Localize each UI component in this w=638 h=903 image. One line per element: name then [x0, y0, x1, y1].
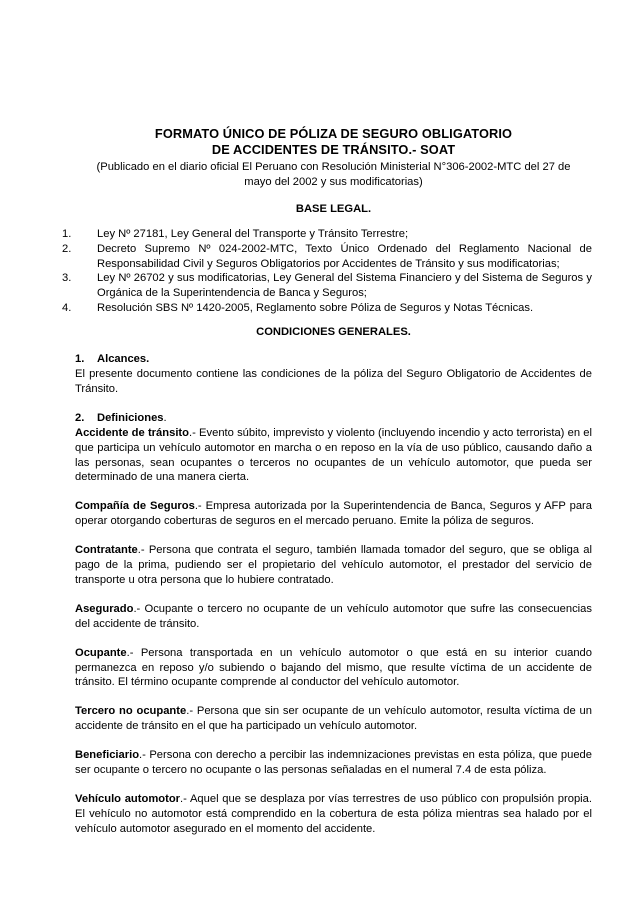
definition-item: Asegurado.- Ocupante o tercero no ocupante de un vehículo automotor que sufre las consecuencias del accidente de tránsito.: [75, 602, 592, 630]
definition-term: Ocupante: [75, 646, 127, 659]
definition-term: Vehículo automotor: [75, 793, 181, 805]
definition-term: Beneficiario: [75, 749, 140, 762]
list-item: 1. Ley Nº 27181, Ley General del Transporte y Tránsito Terrestre;: [62, 227, 409, 240]
document-page: [62, 126, 592, 837]
definition-term: Accidente de tránsito: [75, 426, 189, 439]
title-line-1: FORMATO ÚNICO DE PÓLIZA DE SEGURO OBLIGATORIO: [154, 126, 513, 141]
condiciones-heading: CONDICIONES GENERALES.: [256, 326, 411, 339]
definition-item: Contratante.- Persona que contrata el seguro, también llamada tomador del seguro, que se obliga al pago de la prima, pudiendo ser el propietario del vehículo automotor, el prestador del servicio de transporte u otra persona que lo hubiere contratado.: [75, 544, 592, 586]
definitions: [75, 426, 592, 837]
subtitle: (Publicado en el diario oficial El Peruano con Resolución Ministerial N°306-2002-MTC del 27 de mayo del 2002 y sus modificatorias): [96, 161, 571, 188]
definition-term: Asegurado: [75, 602, 134, 615]
definition-item: Vehículo automotor.- Aquel que se desplaza por vías terrestres de uso público con propulsión propia. El vehículo no automotor está comprendido en la cobertura de esta póliza mientras sea halado por el vehículo automotor asegurado en el momento del accidente.: [75, 793, 592, 835]
definition-term: Contratante: [75, 544, 138, 557]
list-item: 4. Resolución SBS Nº 1420-2005, Reglamento sobre Póliza de Seguros y Notas Técnicas.: [62, 302, 534, 315]
section-1-title: 1. Alcances.: [75, 353, 150, 366]
definition-term: Compañía de Seguros: [75, 500, 195, 513]
definition-item: Tercero no ocupante.- Persona que sin ser ocupante de un vehículo automotor, resulta víctima de un accidente de tránsito en el que ha participado un vehículo automotor.: [75, 705, 592, 733]
section-1-text: El presente documento contiene las condiciones de la póliza del Seguro Obligatorio de Accidentes de Tránsito.: [75, 367, 592, 395]
list-item: 3. Ley Nº 26702 y sus modificatorias, Ley General del Sistema Financiero y del Sistema de Seguros y Orgánica de la Superintendencia de Banca y Seguros;: [62, 272, 592, 300]
definition-item: Ocupante.- Persona transportada en un vehículo automotor o que está en su interior cuando permanezca en reposo y/o subiendo o bajando del mismo, que resulte víctima de un accidente de tránsito. El término ocupante comprende al conductor del vehículo automotor.: [75, 646, 592, 689]
definition-item: Beneficiario.- Persona con derecho a percibir las indemnizaciones previstas en esta póliza, que puede ser ocupante o tercero no ocupante o las personas señaladas en el numeral 7.4 de esta póliza.: [75, 749, 592, 777]
base-legal-heading: BASE LEGAL.: [295, 202, 372, 215]
title-line-2: DE ACCIDENTES DE TRÁNSITO.- SOAT: [211, 141, 456, 157]
base-legal-list: [62, 227, 592, 316]
definition-term: Tercero no ocupante: [75, 705, 187, 718]
definition-item: Compañía de Seguros.- Empresa autorizada por la Superintendencia de Banca, Seguros y AFP para operar otorgando coberturas de seguros en el mercado peruano. Emite la póliza de seguros.: [75, 500, 592, 528]
definition-item: Accidente de tránsito.- Evento súbito, imprevisto y violento (incluyendo incendio y acto terrorista) en el que participa un vehículo automotor en marcha o en reposo en la vía de uso público, causando daño a las personas, sean ocupantes o terceros no ocupantes de un vehículo automotor, que pueda ser determinado de una manera cierta.: [75, 426, 592, 484]
section-2-title: 2. Definiciones.: [75, 411, 167, 424]
list-item: 2. Decreto Supremo Nº 024-2002-MTC, Texto Único Ordenado del Reglamento Nacional de Responsabilidad Civil y Seguros Obligatorios por Accidentes de Tránsito y sus modificatorias;: [62, 242, 592, 270]
